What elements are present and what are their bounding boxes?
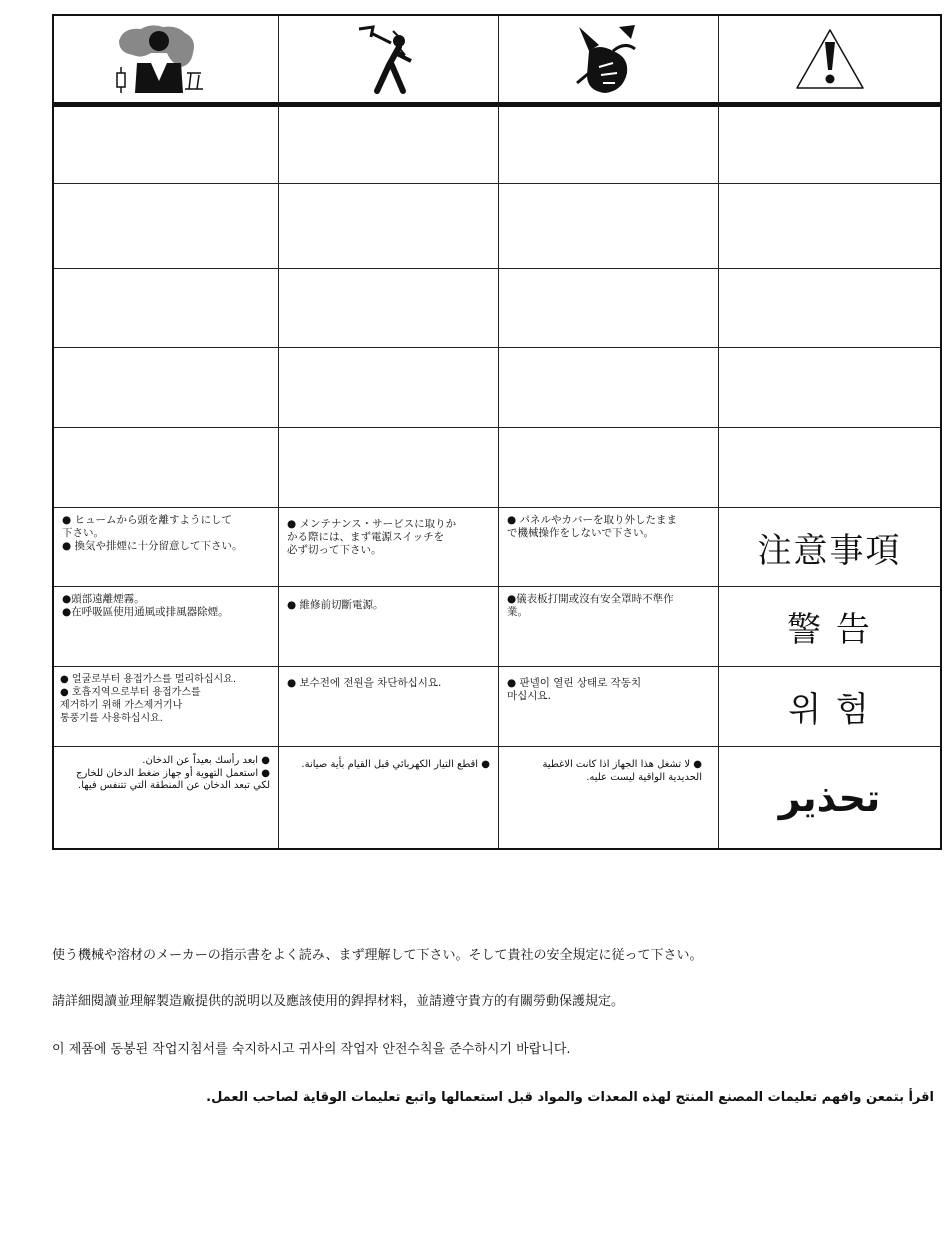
warning-label: 위 험 <box>788 690 871 730</box>
moving-parts-instruction: ● لا تشغل هذا الجهاز اذا كانت الاغطية الحديدية الواقية ليست عليه. <box>499 747 719 848</box>
moving-parts-instruction: ● 판넬이 열린 상태로 작동치 마십시요. <box>499 667 719 746</box>
empty-row <box>54 428 940 507</box>
shock-instruction: ● 보수전에 전원을 차단하십시요. <box>279 667 499 746</box>
empty-row <box>54 184 940 268</box>
warning-row-japanese <box>54 508 940 586</box>
icon-row <box>54 16 940 102</box>
fumes-hazard-icon <box>54 16 279 102</box>
note-korean: 이 제품에 동봉된 작업지침서를 숙지하시고 귀사의 작업자 안전수칙을 준수하시기 바랍니다. <box>52 1042 571 1057</box>
note-arabic: اقرأ بتمعن وافهم تعليمات المصنع المنتج لهذه المعدات والمواد قبل استعمالها واتبع تعليمات الوقاية لصاحب العمل. <box>206 1090 934 1105</box>
fumes-instruction: ● ヒュームから頭を離すようにして 下さい。 ● 換気や排煙に十分留意して下さい。 <box>54 508 279 586</box>
note-japanese: 使う機械や溶材のメーカーの指示書をよく読み、まず理解して下さい。そして貴社の安全規定に従って下さい。 <box>52 948 703 963</box>
empty-row <box>54 348 940 427</box>
note-chinese: 請詳細閱讀並理解製造廠提供的説明以及應該使用的銲捍材料，並請遵守貴方的有關勞動保護規定。 <box>52 994 625 1009</box>
warning-row-korean <box>54 667 940 746</box>
shock-instruction: ● 維修前切斷電源。 <box>279 587 499 666</box>
moving-parts-instruction: ● パネルやカバーを取り外したまま で機械操作をしないで下さい。 <box>499 508 719 586</box>
fumes-instruction: ●頭部遠離煙霧。 ●在呼吸區使用通風或排風器除煙。 <box>54 587 279 666</box>
empty-row <box>54 107 940 183</box>
electric-shock-icon <box>279 16 499 102</box>
fumes-instruction: ● ابعد رأسك بعيداً عن الدخان. ● استعمل التهوية أو جهاز ضغط الدخان للخارج لكي تبعد الدخان عن المنطقة التي تتنفس فيها. <box>54 747 279 848</box>
warning-row-chinese <box>54 587 940 666</box>
fumes-instruction: ● 얼굴로부터 용접가스를 멀리하십시요. ● 호흡지역으로부터 용접가스를 제거하기 위해 가스제거기나 통풍기를 사용하십시요. <box>54 667 279 746</box>
warning-triangle-icon <box>719 16 940 102</box>
empty-row <box>54 269 940 347</box>
shock-instruction: ● اقطع التيار الكهربائي قبل القيام بأية صيانة. <box>279 747 499 848</box>
warning-label: 注意事項 <box>757 530 902 571</box>
moving-parts-instruction: ●儀表板打開或沒有安全罩時不準作 業。 <box>499 587 719 666</box>
safety-warning-table <box>52 14 942 850</box>
moving-parts-hazard-icon <box>499 16 719 102</box>
warning-row-arabic <box>54 747 940 848</box>
warning-label: 警 告 <box>787 610 872 650</box>
warning-label: تحذير <box>778 775 881 820</box>
shock-instruction: ● メンテナンス・サービスに取りか かる際には、まず電源スイッチを 必ず切って下さい。 <box>279 508 499 586</box>
